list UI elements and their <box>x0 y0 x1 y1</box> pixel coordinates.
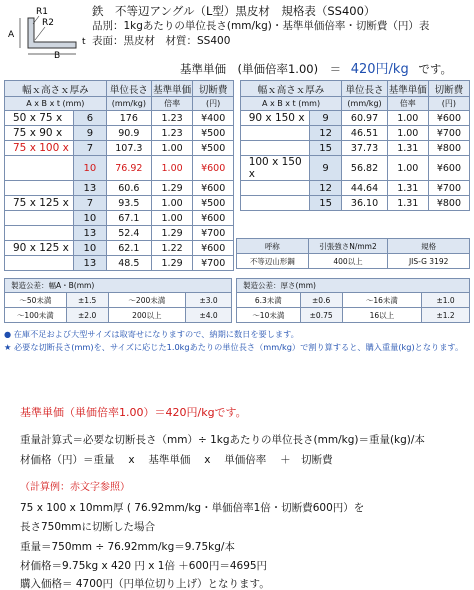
tol-cell: ±0.6 <box>300 293 342 308</box>
size-cell: 75 x 100 x <box>5 141 74 156</box>
hdr-ratio: 基準単価 <box>152 81 193 97</box>
hdr-unit-sub: (mm/kg) <box>106 97 151 111</box>
tol-cell: 200以上 <box>108 308 186 323</box>
thickness-cell: 6 <box>74 111 106 126</box>
thickness-cell: 7 <box>74 196 106 211</box>
size-cell <box>5 256 74 271</box>
spec-v2: 400以上 <box>308 254 388 269</box>
table-row <box>5 111 470 126</box>
cut-fee-cell: ¥500 <box>193 141 234 156</box>
hdr-unit-sub-r: (mm/kg) <box>342 97 387 111</box>
tolerance-table-width <box>4 278 232 323</box>
tol-cell: ～16未満 <box>342 293 422 308</box>
hdr-cut-sub: (円) <box>193 97 234 111</box>
ratio-cell: 1.31 <box>387 181 428 196</box>
unit-length-cell: 44.64 <box>342 181 387 196</box>
ratio-cell: 1.00 <box>152 156 193 181</box>
table-row <box>5 181 470 196</box>
unit-length-cell: 56.82 <box>342 156 387 181</box>
hdr-size-r: 幅ｘ高さｘ厚み <box>240 81 342 97</box>
size-cell: 100 x 150 x <box>240 156 309 181</box>
table-row <box>5 196 470 211</box>
tol-cell: 6.3未満 <box>237 293 301 308</box>
thickness-cell: 7 <box>74 141 106 156</box>
size-cell: 75 x 90 x <box>5 126 74 141</box>
ratio-cell: 1.00 <box>387 111 428 126</box>
r2-label: R2 <box>42 18 54 28</box>
b-label: B <box>54 51 61 60</box>
hdr-cut-r: 切断費 <box>428 81 469 97</box>
thickness-cell: 9 <box>309 156 341 181</box>
ratio-cell: 1.00 <box>152 211 193 226</box>
thickness-cell: 12 <box>309 181 341 196</box>
ratio-cell: 1.00 <box>387 126 428 141</box>
ratio-cell: 1.23 <box>152 111 193 126</box>
cut-fee-cell: ¥600 <box>428 111 469 126</box>
thickness-cell: 13 <box>74 226 106 241</box>
unit-length-cell: 36.10 <box>342 196 387 211</box>
thickness-cell: 15 <box>309 196 341 211</box>
spec-h3: 規格 <box>388 239 470 254</box>
calc-formula-weight: 重量計算式＝必要な切断長さ（mm）÷ 1kgあたりの単位長さ(mm/kg)＝重量(kg)/本 <box>20 434 425 446</box>
cut-fee-cell: ¥600 <box>193 156 234 181</box>
tol-cell: 16以上 <box>342 308 422 323</box>
spec-h2: 引張強さN/mm2 <box>308 239 388 254</box>
hdr-ratio-sub: 倍率 <box>152 97 193 111</box>
size-cell <box>5 226 74 241</box>
tol-cell: ～50未満 <box>5 293 67 308</box>
cut-fee-cell: ¥600 <box>428 156 469 181</box>
cut-fee-cell: ¥600 <box>193 181 234 196</box>
header <box>92 4 472 49</box>
unit-length-cell: 37.73 <box>342 141 387 156</box>
size-cell <box>240 181 309 196</box>
ratio-cell: 1.29 <box>152 226 193 241</box>
hdr-size-sub-r: A x B x t (mm) <box>240 97 342 111</box>
tol-cell: ±3.0 <box>186 293 232 308</box>
thickness-cell: 10 <box>74 211 106 226</box>
page-title: 鉄 不等辺アングル（L型）黒皮材 規格表（SS400） <box>92 4 376 18</box>
cut-fee-cell: ¥500 <box>193 196 234 211</box>
base-price <box>180 58 452 77</box>
ratio-cell: 1.00 <box>387 156 428 181</box>
tolerance-table-thickness <box>236 278 470 323</box>
thickness-cell: 10 <box>74 241 106 256</box>
unit-length-cell: 107.3 <box>106 141 151 156</box>
cut-fee-cell: ¥700 <box>193 256 234 271</box>
hdr-ratio-sub-r: 倍率 <box>387 97 428 111</box>
thickness-cell: 12 <box>309 126 341 141</box>
tol-cell: ±1.0 <box>422 293 470 308</box>
cut-fee-cell: ¥400 <box>193 111 234 126</box>
ratio-cell: 1.31 <box>387 196 428 211</box>
note-stock: ● 在庫不足および大型サイズは取寄せになりますので、納期に数日を要します。 <box>4 329 299 339</box>
tol-cell: ±1.5 <box>66 293 108 308</box>
size-cell: 50 x 75 x <box>5 111 74 126</box>
empty-cell <box>240 211 469 226</box>
table-row <box>5 156 470 181</box>
size-cell <box>240 196 309 211</box>
ratio-cell: 1.31 <box>387 141 428 156</box>
unit-length-cell: 76.92 <box>106 156 151 181</box>
tol-width-title: 製造公差：幅A・B(mm) <box>5 279 232 293</box>
hdr-size-sub: A x B x t (mm) <box>5 97 107 111</box>
unit-length-cell: 48.5 <box>106 256 151 271</box>
cut-fee-cell: ¥600 <box>193 211 234 226</box>
unit-length-cell: 93.5 <box>106 196 151 211</box>
hdr-size: 幅ｘ高さｘ厚み <box>5 81 107 97</box>
thickness-cell: 13 <box>74 181 106 196</box>
ratio-cell: 1.29 <box>152 256 193 271</box>
calc-base: 基準単価（単価倍率1.00）＝420円/kgです。 <box>20 406 247 419</box>
calc-ex2: 長さ750mmに切断した場合 <box>20 521 155 533</box>
header-line2: 品別：1kgあたりの単位長さ(mm/kg)・基準単価倍率・切断費（円）表 <box>92 20 430 32</box>
ratio-cell: 1.29 <box>152 181 193 196</box>
unit-length-cell: 60.6 <box>106 181 151 196</box>
note-weight: ★ 必要な切断長さ(mm)を、サイズに応じた1.0kgあたりの単位長さ（mm/kg）で割り算すると、購入重量(kg)となります。 <box>4 342 464 352</box>
unit-length-cell: 60.97 <box>342 111 387 126</box>
cut-fee-cell: ¥700 <box>428 181 469 196</box>
r1-label: R1 <box>36 7 48 17</box>
tol-cell: ±4.0 <box>186 308 232 323</box>
thickness-cell: 9 <box>309 111 341 126</box>
tol-thick-title: 製造公差：厚さ(mm) <box>237 279 470 293</box>
calc-ex5: 購入価格＝ 4700円（円単位切り上げ）となります。 <box>20 578 270 590</box>
tol-cell: ±2.0 <box>66 308 108 323</box>
unit-length-cell: 62.1 <box>106 241 151 256</box>
hdr-unit-r: 単位長さ <box>342 81 387 97</box>
thickness-cell: 15 <box>309 141 341 156</box>
calc-formula-price: 材価格（円）＝重量 x 基準単価 x 単価倍率 ＋ 切断費 <box>20 454 333 466</box>
size-cell: 75 x 125 x <box>5 196 74 211</box>
unit-length-cell: 46.51 <box>342 126 387 141</box>
cut-fee-cell: ¥700 <box>193 226 234 241</box>
calc-example-title: （計算例：赤文字参照） <box>20 482 130 493</box>
tol-cell: ±1.2 <box>422 308 470 323</box>
size-cell <box>5 181 74 196</box>
ratio-cell: 1.00 <box>152 196 193 211</box>
base-price-suffix: です。 <box>418 62 452 76</box>
cut-fee-cell: ¥700 <box>428 126 469 141</box>
hdr-unit: 単位長さ <box>106 81 151 97</box>
unit-length-cell: 90.9 <box>106 126 151 141</box>
base-price-value: 420円/kg <box>350 62 409 77</box>
header-line3: 表面：黒皮材 材質：SS400 <box>92 35 231 47</box>
base-price-label: 基準単価 (単価倍率1.00) ＝ <box>180 62 342 76</box>
size-cell: 90 x 125 x <box>5 241 74 256</box>
thickness-cell: 10 <box>74 156 106 181</box>
unit-length-cell: 67.1 <box>106 211 151 226</box>
tol-cell: ～200未満 <box>108 293 186 308</box>
ratio-cell: 1.23 <box>152 126 193 141</box>
ratio-cell: 1.22 <box>152 241 193 256</box>
hdr-cut: 切断費 <box>193 81 234 97</box>
calc-ex3: 重量＝750mm ÷ 76.92mm/kg＝9.75kg/本 <box>20 541 235 553</box>
notes <box>4 328 470 354</box>
size-cell <box>240 141 309 156</box>
angle-diagram <box>6 4 88 60</box>
calc-ex1: 75 x 100 x 10mm厚 ( 76.92mm/kg・単価倍率1倍・切断費600円）を <box>20 502 365 514</box>
size-cell <box>5 211 74 226</box>
table-row <box>5 211 470 226</box>
tol-cell: ～10未満 <box>237 308 301 323</box>
unit-length-cell: 176 <box>106 111 151 126</box>
spec-v1: 不等辺山形鋼 <box>237 254 309 269</box>
cut-fee-cell: ¥500 <box>193 126 234 141</box>
spec-table <box>236 238 470 269</box>
cut-fee-cell: ¥800 <box>428 141 469 156</box>
tol-cell: ±0.75 <box>300 308 342 323</box>
ratio-cell: 1.00 <box>152 141 193 156</box>
spec-v3: JIS-G 3192 <box>388 254 470 269</box>
unit-length-cell: 52.4 <box>106 226 151 241</box>
spec-h1: 呼称 <box>237 239 309 254</box>
hdr-cut-sub-r: (円) <box>428 97 469 111</box>
size-cell <box>240 126 309 141</box>
table-row <box>5 141 470 156</box>
table-row <box>5 126 470 141</box>
thickness-cell: 9 <box>74 126 106 141</box>
tol-cell: ～100未満 <box>5 308 67 323</box>
t-label: t <box>82 37 86 47</box>
size-cell: 90 x 150 x <box>240 111 309 126</box>
cut-fee-cell: ¥600 <box>193 241 234 256</box>
size-cell <box>5 156 74 181</box>
hdr-ratio-r: 基準単価 <box>387 81 428 97</box>
a-label: A <box>8 30 15 40</box>
thickness-cell: 13 <box>74 256 106 271</box>
calc-ex4: 材価格＝9.75kg x 420 円 x 1倍 ＋600円＝4695円 <box>20 560 268 572</box>
cut-fee-cell: ¥800 <box>428 196 469 211</box>
